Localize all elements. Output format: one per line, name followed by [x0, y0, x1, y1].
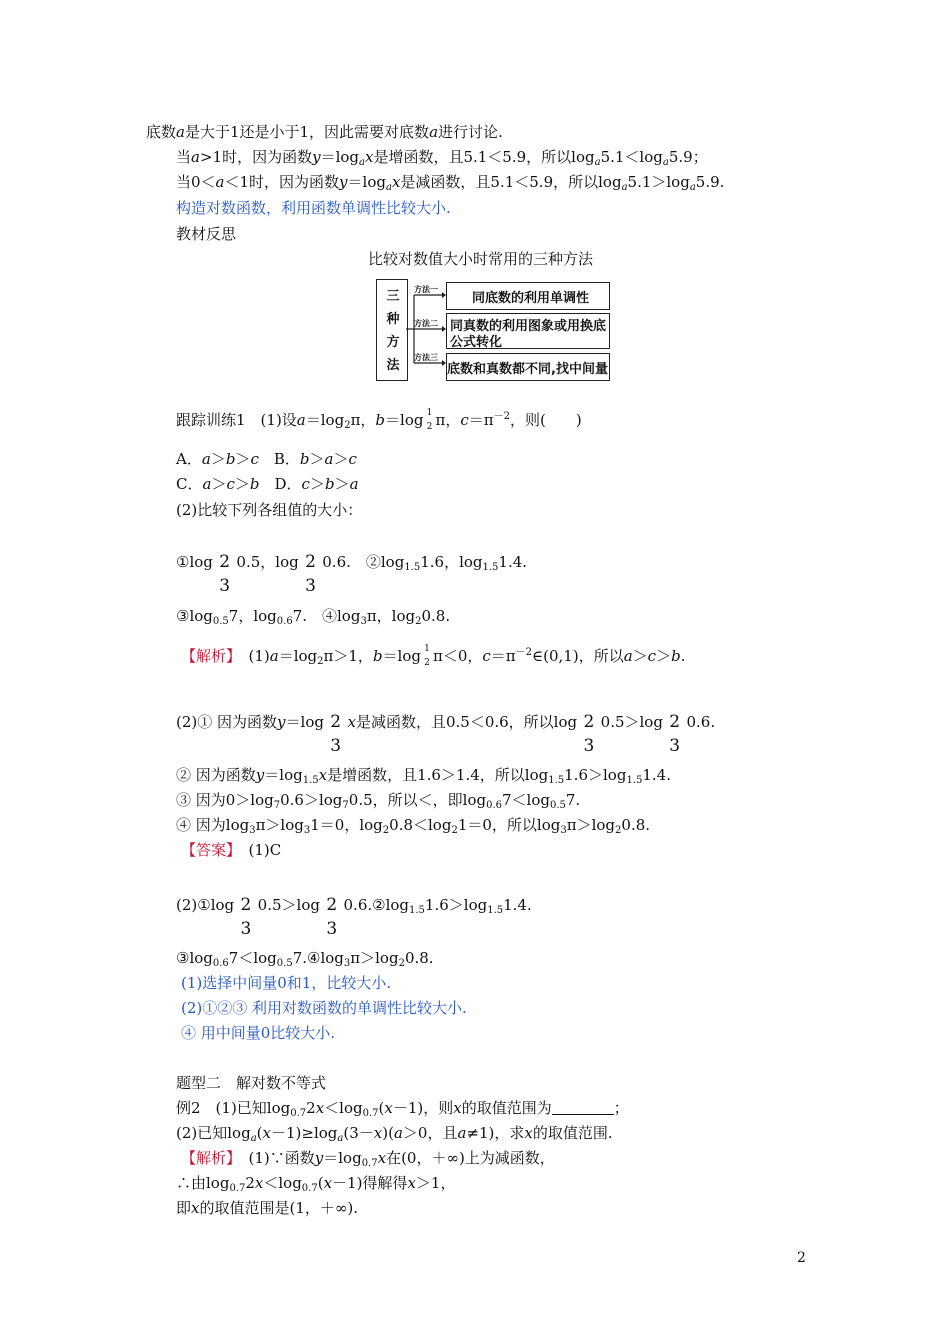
- intro-line-2: 当a>1时，因为函数$y=\log_ax$是增函数，且5.1＜5.9，所以$\log_a5.1<\log_a5.9$；: [176, 148, 708, 168]
- example-2-solution-1: 【解析】 (1)∵函数$y=\log_{0.7}x$在(0，＋∞)上为减函数，: [181, 1149, 555, 1169]
- choices-row-2: C．a＞c＞b D．c＞b＞a: [176, 475, 359, 493]
- branch-text-2a: 同真数的利用图象或用换底: [450, 319, 607, 334]
- branch-tag-1: 方法一: [414, 285, 438, 294]
- answer-1: [181, 840, 281, 860]
- compare-items-row-2: $③\log_{0.5}7$，$\log_{0.6}7$. $④\log_3\pi$，$\log_20.8$.: [176, 607, 451, 627]
- solution-2-line-4: ④ 因为$\log_3\pi>\log_31=0$，$\log_20.8<\log_21=0$，所以$\log_3\pi>\log_20.8$.: [176, 816, 651, 836]
- tip-1: (1)选择中间量0和1，比较大小.: [181, 974, 392, 992]
- page-number: 2: [797, 1250, 806, 1266]
- branch-text-3: 底数和真数都不同,找中间量: [447, 362, 608, 377]
- intro-line-3: 当0＜a＜1时，因为函数$y=\log_ax$是减函数，且5.1＜5.9，所以$\log_a5.1>\log_a5.9$.: [176, 173, 725, 193]
- answer-tag: 【答案】: [181, 841, 234, 859]
- branch-text-2b: 公式转化: [450, 335, 503, 350]
- method-note: 构造对数函数，利用函数单调性比较大小.: [176, 199, 451, 217]
- solution-2-line-2: ② 因为函数$y=\log_{1.5}x$是增函数，且1.6＞1.4，所以$\log_{1.5}1.6>\log_{1.5}1.4$.: [176, 766, 671, 786]
- diagram-left-label: 三 种 方 法: [386, 289, 400, 373]
- branch-tag-2: 方法二: [414, 319, 438, 328]
- example-2-line-1: 例2 (1)已知$\log_{0.7}2x<\log_{0.7}(x-1)$，则x的取值范围为 ；: [176, 1099, 629, 1119]
- branch-text-1: 同底数的利用单调性: [472, 291, 590, 306]
- answer-2-line-2: $③\log_{0.6}7<\log_{0.5}7.④\log_3\pi>\log_20.8$.: [176, 949, 434, 969]
- diagram-title: 比较对数值大小时常用的三种方法: [368, 250, 594, 268]
- branch-tag-3: 方法三: [414, 353, 438, 362]
- intro-line-1: 底数a是大于1还是小于1，因此需要对底数a进行讨论.: [146, 123, 503, 141]
- solution-1: 【解析】 $(1)a=\log_2\pi>1$，b＝log 1 2 π＜0，$c=\pi^{-2}\in(0,1)$，所以a＞c＞b.: [181, 644, 686, 668]
- choices-row-1: A．a＞b＞c B．b＞a＞c: [176, 450, 357, 468]
- answer-1-value: (1)C: [248, 841, 282, 859]
- tip-3: ④ 用中间量0比较大小.: [181, 1024, 336, 1042]
- example-2-solution-3: 即x的取值范围是(1，＋∞).: [176, 1199, 358, 1217]
- answer-blank[interactable]: [552, 1100, 614, 1115]
- solution-2-line-3: ③ 因为$0>\log_70.6>\log_70.5$，所以＜，即$\log_{0.6}7<\log_{0.5}7$.: [176, 791, 581, 811]
- analysis-tag: 【解析】: [181, 647, 234, 665]
- part-2-prompt: (2)比较下列各组值的大小：: [176, 501, 363, 519]
- compare-items-row-1: ①log 2 3 0.5，log 2 3 0.6. $②\log_{1.5}1.6$，$\log_{1.5}1.4$.: [176, 552, 528, 596]
- example-label: 例2: [176, 1099, 201, 1117]
- reflection-heading: 教材反思: [176, 225, 237, 243]
- exercise-label: 跟踪训练1: [176, 411, 246, 429]
- analysis-tag-2: 【解析】: [181, 1149, 234, 1167]
- exercise-1-question: 跟踪训练1 (1)设$a=\log_2\pi$，b＝log 1 2 π，$c=\pi^{-2}$，则( ): [176, 408, 582, 432]
- section-2-title: 题型二 解对数不等式: [176, 1074, 327, 1092]
- example-2-line-2: (2)已知$\log_a(x-1)\ge\log_a(3-x)(a>0$，且a≠1)，求x的取值范围.: [176, 1124, 613, 1144]
- solution-2-line-1: (2)① 因为函数y＝log 2 3 x是减函数，且0.5＜0.6，所以log 2 3 0.5＞log 2 3 0.6.: [176, 712, 716, 756]
- answer-2-line-1: (2)①log 2 3 0.5＞log 2 3 $0.6.②\log_{1.5}1.6>\log_{1.5}1.4$.: [176, 895, 532, 939]
- tip-2: (2)①②③ 利用对数函数的单调性比较大小.: [181, 999, 467, 1017]
- example-2-solution-2: ∴由$\log_{0.7}2x<\log_{0.7}(x-1)$得解得x＞1，: [176, 1174, 456, 1194]
